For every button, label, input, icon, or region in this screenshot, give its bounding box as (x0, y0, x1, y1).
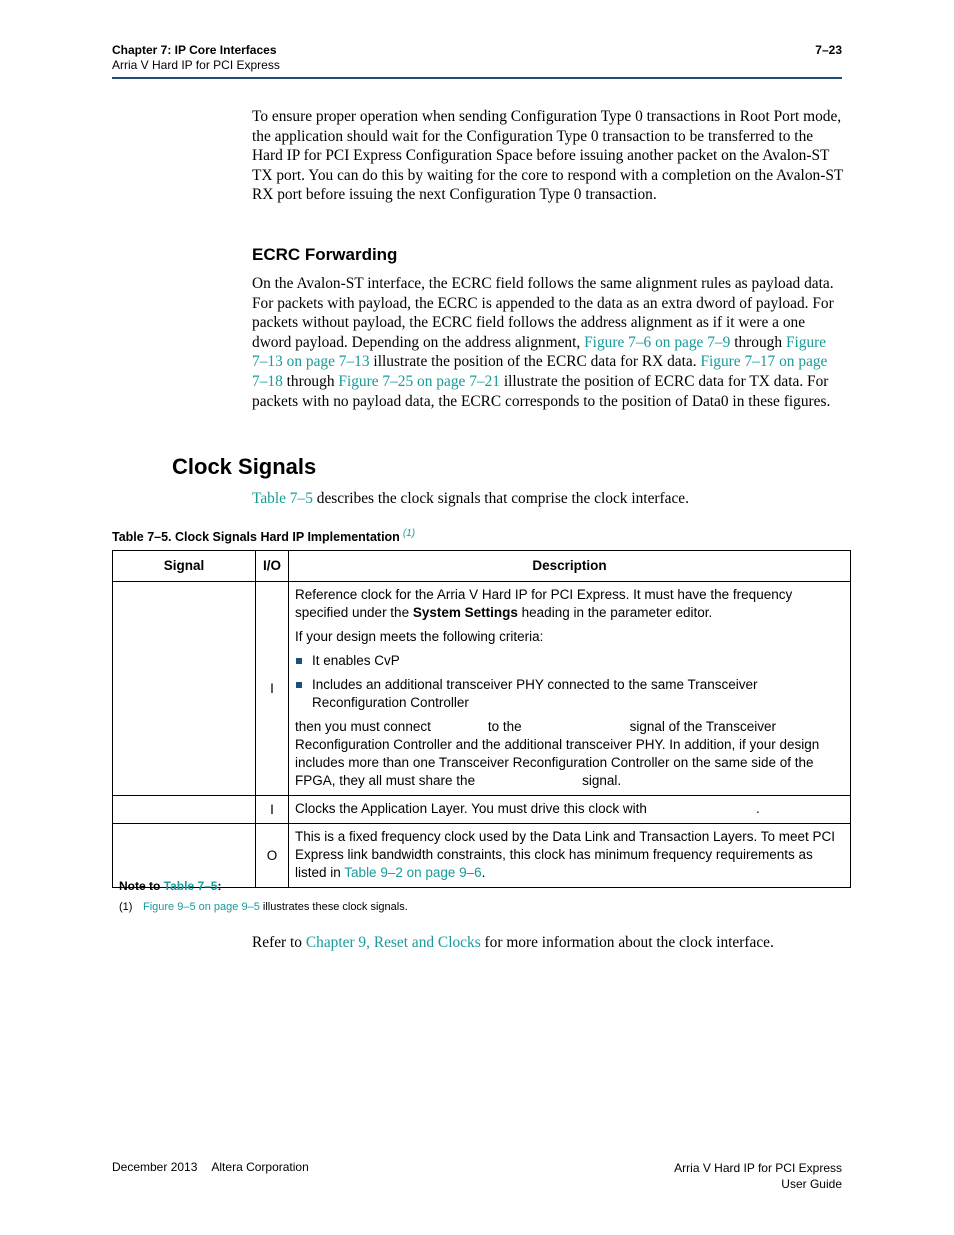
figure-7-13-link[interactable]: Figure 7–13 on page 7–13 (252, 333, 827, 371)
header-rule (112, 77, 842, 79)
table-row (113, 796, 851, 824)
connect-text-b: to the (487, 719, 522, 734)
ecrc-text-3: illustrate the position of the ECRC data for RX data. (373, 353, 697, 371)
refer-text-1: Refer to (252, 934, 302, 951)
io-cell: O (256, 824, 289, 888)
bullet-icon (296, 682, 302, 688)
description-cell (289, 582, 851, 796)
figure-7-25-link[interactable]: Figure 7–25 on page 7–21 (338, 372, 500, 390)
footer-left (112, 1160, 309, 1174)
fixed-clock-text: This is a fixed frequency clock used by the Data Link and Transaction Layers. To meet PCI Express link bandwidth constraints, this clock has minimum frequency requirements as listed in (295, 829, 836, 880)
system-settings-label: System Settings (412, 605, 518, 620)
list-item (295, 676, 844, 712)
app-clock-text-end: . (755, 801, 760, 816)
footer-right (674, 1160, 842, 1192)
table-row (113, 582, 851, 796)
table-note-1 (119, 901, 408, 913)
connect-text-a: then you must connect (295, 719, 431, 734)
clock-signals-table (112, 550, 851, 888)
note-text: illustrates these clock signals. (262, 901, 408, 913)
table-note-title (119, 879, 221, 893)
description-cell (289, 796, 851, 824)
io-cell: I (256, 796, 289, 824)
table-7-5-link[interactable]: Table 7–5 (252, 490, 313, 507)
table-row (113, 824, 851, 888)
note-title-text: Note to (119, 879, 161, 893)
clock-intro-text: describes the clock signals that comprise the clock interface. (316, 490, 689, 507)
signal-column-header: Signal (113, 551, 256, 582)
signal-cell (113, 582, 256, 796)
ecrc-paragraph (252, 274, 844, 411)
table-note-ref[interactable]: (1) (402, 528, 416, 539)
fixed-clock-text-end: . (481, 865, 486, 880)
page-number: 7–23 (815, 43, 842, 57)
figure-7-17-link[interactable]: Figure 7–17 on page 7–18 (252, 353, 828, 390)
table-9-2-link[interactable]: Table 9–2 on page 9–6 (344, 865, 482, 880)
document-subtitle: Arria V Hard IP for PCI Express (112, 58, 280, 72)
table-header-row (113, 551, 851, 582)
signal-cell (113, 796, 256, 824)
ecrc-heading: ECRC Forwarding (252, 245, 398, 264)
ecrc-text-1: On the Avalon-ST interface, the ECRC field follows the same alignment rules as payload data. For packets with payload, the ECRC is appended to the data as an extra dword of payload. For packets without payload, the ECRC field follows the address alignment as if it were a one dword payload. Depending on the address alignment, (252, 275, 834, 351)
chapter-9-link[interactable]: Chapter 9, Reset and Clocks (305, 934, 481, 951)
connect-instruction (295, 718, 844, 790)
ecrc-text-4: through (286, 372, 335, 390)
refer-text-2: for more information about the clock interface. (484, 934, 774, 951)
app-clock-text: Clocks the Application Layer. You must drive this clock with (295, 801, 647, 816)
description-cell (289, 824, 851, 888)
note-title-end: : (217, 879, 222, 893)
signal-cell (113, 824, 256, 888)
note-table-7-5-link[interactable]: Table 7–5 (163, 879, 218, 893)
connect-text-c: signal of the Transceiver Reconfiguration Controller and the additional transceiver PHY. In addition, if your design includes more than one Transceiver Reconfiguration Controller on the same side of the FPGA, they all must share the (295, 719, 820, 788)
bullet-text: Includes an additional transceiver PHY connected to the same Transceiver Reconfiguration Controller (312, 677, 758, 710)
footer-product: Arria V Hard IP for PCI Express (674, 1161, 842, 1175)
footer-company: Altera Corporation (211, 1160, 309, 1174)
bullet-text: It enables CvP (312, 653, 400, 668)
figure-9-5-link[interactable]: Figure 9–5 on page 9–5 (143, 901, 260, 913)
table-caption-text: Table 7–5. Clock Signals Hard IP Implementation (112, 530, 400, 545)
intro-paragraph: To ensure proper operation when sending Configuration Type 0 transactions in Root Port mode, the application should wait for the Configuration Type 0 transaction to be transferred to the Hard IP for PCI Express Configuration Space before issuing another packet on the Avalon-ST TX port. You can do this by waiting for the core to respond with a completion on the Avalon-ST RX port before issuing the next Configuration Type 0 transaction. (252, 108, 844, 204)
refer-paragraph (252, 933, 844, 953)
bullet-icon (296, 658, 302, 664)
connect-text-d: signal. (582, 773, 622, 788)
footer-date: December 2013 (112, 1160, 198, 1174)
chapter-title: Chapter 7: IP Core Interfaces (112, 43, 277, 57)
note-number: (1) (119, 901, 133, 913)
ecrc-text-2: through (734, 333, 783, 351)
io-column-header: I/O (256, 551, 289, 582)
refclk-text-end: heading in the parameter editor. (521, 605, 713, 620)
ecrc-text-5: illustrate the position of ECRC data for TX data. For packets with no payload data, the ECRC corresponds to the position of Data0 in these figures. (252, 372, 831, 410)
clock-intro-paragraph (252, 489, 844, 509)
refclk-text: Reference clock for the Arria V Hard IP for PCI Express. It must have the frequency specified under the (295, 587, 793, 620)
criteria-text: If your design meets the following criteria: (295, 629, 544, 644)
description-column-header: Description (289, 551, 851, 582)
clock-signals-heading: Clock Signals (172, 454, 317, 479)
figure-7-6-link[interactable]: Figure 7–6 on page 7–9 (584, 333, 731, 351)
list-item (295, 652, 844, 670)
page-header (112, 43, 842, 72)
table-caption (112, 528, 415, 544)
io-cell: I (256, 582, 289, 796)
footer-doc-type: User Guide (781, 1177, 842, 1191)
refclk-description (295, 586, 844, 622)
